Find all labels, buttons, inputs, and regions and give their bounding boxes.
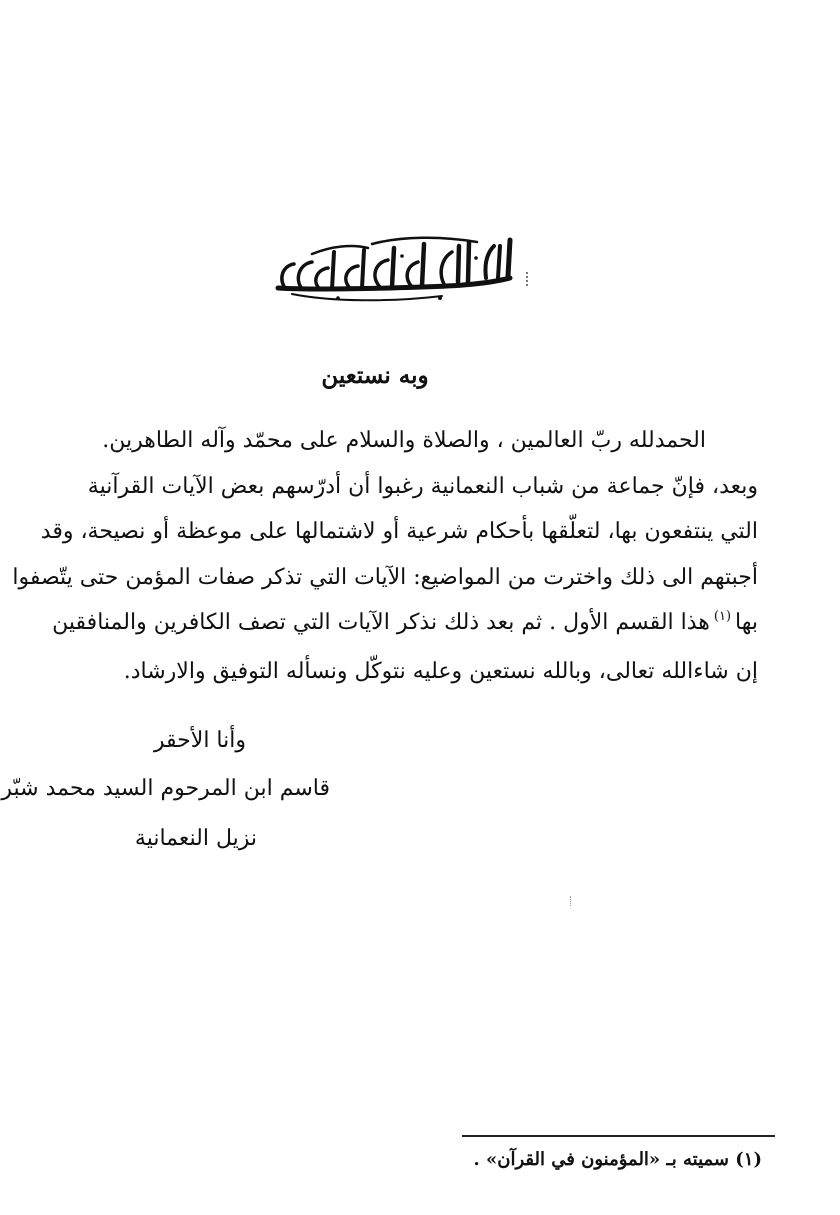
text-line-1: الحمدلله ربّ العالمين ، والصلاة والسلام على محمّد وآله الطاهرين. xyxy=(102,428,706,453)
scan-speck xyxy=(570,896,573,906)
footnote-divider xyxy=(462,1135,775,1137)
basmala-calligraphy-drawing xyxy=(272,232,522,304)
text-line-5-start: بها xyxy=(735,610,758,635)
text-line-2: وبعد، فإنّ جماعة من شباب النعمانية رغبوا أن أدرّسهم بعض الآيات القرآنية xyxy=(87,473,758,499)
text-line-5-rest: هذا القسم الأول . ثم بعد ذلك نذكر الآيات التي تصف الكافرين والمنافقين xyxy=(52,610,710,635)
footnote-reference: (١) xyxy=(713,609,732,624)
page-mark xyxy=(526,272,531,286)
text-line-5 xyxy=(52,600,758,649)
signature-line-1: وأنا الأحقر xyxy=(153,728,246,753)
text-line-3: التي ينتفعون بها، لتعلّقها بأحكام شرعية أو لاشتمالها على موعظة أو نصيحة، وقد xyxy=(40,519,758,544)
text-line-4: أجبتهم الى ذلك واخترت من المواضيع: الآيات التي تذكر صفات المؤمن حتى يتّصفوا xyxy=(12,564,758,590)
signature-line-2: قاسم ابن المرحوم السيد محمد شبّر xyxy=(1,776,330,801)
body-text xyxy=(12,418,758,694)
signature-line-3: نزيل النعمانية xyxy=(134,826,257,851)
footnote-text: (١) سميته بـ «المؤمنون في القرآن» . xyxy=(473,1149,762,1170)
text-line-6: إن شاءالله تعالى، وبالله نستعين وعليه نتوكّل ونسأله التوفيق والارشاد. xyxy=(123,658,758,684)
page-heading: وبه نستعين xyxy=(321,362,429,389)
basmala-calligraphy xyxy=(272,232,522,304)
